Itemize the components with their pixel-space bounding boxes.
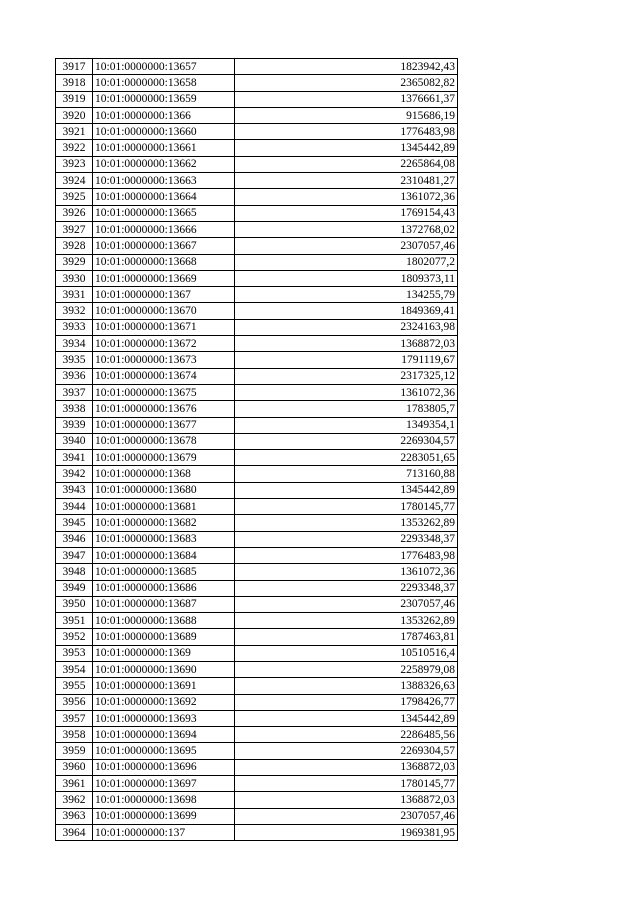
table-row	[56, 776, 458, 792]
cadastral-number-cell: 10:01:0000000:1369	[93, 645, 235, 661]
cadastral-number-cell: 10:01:0000000:13667	[93, 238, 235, 254]
table-row	[56, 75, 458, 91]
cadastral-number-cell: 10:01:0000000:13696	[93, 759, 235, 775]
cadastral-number-cell: 10:01:0000000:13686	[93, 580, 235, 596]
table-row	[56, 629, 458, 645]
row-value-cell: 1849369,41	[235, 303, 458, 319]
cadastral-number-cell: 10:01:0000000:137	[93, 824, 235, 840]
row-value-cell: 1802077,2	[235, 254, 458, 270]
cadastral-number-cell: 10:01:0000000:13657	[93, 59, 235, 75]
cadastral-number-cell: 10:01:0000000:13684	[93, 547, 235, 563]
cadastral-number-cell: 10:01:0000000:13674	[93, 368, 235, 384]
row-value-cell: 2258979,08	[235, 661, 458, 677]
table-body	[56, 59, 458, 841]
table-row	[56, 824, 458, 840]
table-row	[56, 352, 458, 368]
cadastral-number-cell: 10:01:0000000:13678	[93, 433, 235, 449]
table-row	[56, 107, 458, 123]
cadastral-number-cell: 10:01:0000000:13690	[93, 661, 235, 677]
row-number-cell: 3948	[56, 564, 93, 580]
row-value-cell: 1349354,1	[235, 417, 458, 433]
cadastral-number-cell: 10:01:0000000:13660	[93, 124, 235, 140]
row-number-cell: 3947	[56, 547, 93, 563]
cadastral-number-cell: 10:01:0000000:13697	[93, 776, 235, 792]
row-value-cell: 1368872,03	[235, 759, 458, 775]
row-value-cell: 2307057,46	[235, 596, 458, 612]
row-number-cell: 3929	[56, 254, 93, 270]
row-value-cell: 2365082,82	[235, 75, 458, 91]
row-number-cell: 3952	[56, 629, 93, 645]
row-number-cell: 3964	[56, 824, 93, 840]
cadastral-number-cell: 10:01:0000000:13664	[93, 189, 235, 205]
table-row	[56, 205, 458, 221]
row-value-cell: 1345442,89	[235, 140, 458, 156]
table-row	[56, 59, 458, 75]
table-row	[56, 531, 458, 547]
row-value-cell: 1780145,77	[235, 776, 458, 792]
table-row	[56, 173, 458, 189]
table-row	[56, 515, 458, 531]
row-number-cell: 3936	[56, 368, 93, 384]
table-row	[56, 613, 458, 629]
row-number-cell: 3953	[56, 645, 93, 661]
table-row	[56, 547, 458, 563]
row-value-cell: 2269304,57	[235, 433, 458, 449]
row-number-cell: 3922	[56, 140, 93, 156]
row-number-cell: 3963	[56, 808, 93, 824]
table-row	[56, 221, 458, 237]
table-row	[56, 759, 458, 775]
row-number-cell: 3945	[56, 515, 93, 531]
cadastral-number-cell: 10:01:0000000:13673	[93, 352, 235, 368]
cadastral-number-cell: 10:01:0000000:13687	[93, 596, 235, 612]
row-value-cell: 1798426,77	[235, 694, 458, 710]
row-number-cell: 3927	[56, 221, 93, 237]
row-number-cell: 3939	[56, 417, 93, 433]
cadastral-number-cell: 10:01:0000000:13688	[93, 613, 235, 629]
cadastral-number-cell: 10:01:0000000:13685	[93, 564, 235, 580]
cadastral-number-cell: 10:01:0000000:13694	[93, 727, 235, 743]
row-number-cell: 3960	[56, 759, 93, 775]
row-value-cell: 1388326,63	[235, 678, 458, 694]
table-row	[56, 564, 458, 580]
cadastral-number-cell: 10:01:0000000:13695	[93, 743, 235, 759]
row-value-cell: 1791119,67	[235, 352, 458, 368]
table-row	[56, 808, 458, 824]
cadastral-number-cell: 10:01:0000000:13661	[93, 140, 235, 156]
row-number-cell: 3951	[56, 613, 93, 629]
cadastral-number-cell: 10:01:0000000:13658	[93, 75, 235, 91]
cadastral-number-cell: 10:01:0000000:13698	[93, 792, 235, 808]
row-value-cell: 1376661,37	[235, 91, 458, 107]
row-value-cell: 1345442,89	[235, 482, 458, 498]
table-row	[56, 124, 458, 140]
cadastral-number-cell: 10:01:0000000:13683	[93, 531, 235, 547]
data-table	[55, 58, 458, 841]
table-row	[56, 727, 458, 743]
cadastral-number-cell: 10:01:0000000:1367	[93, 287, 235, 303]
table-row	[56, 450, 458, 466]
row-value-cell: 2307057,46	[235, 238, 458, 254]
row-value-cell: 713160,88	[235, 466, 458, 482]
cadastral-number-cell: 10:01:0000000:13676	[93, 401, 235, 417]
cadastral-number-cell: 10:01:0000000:13663	[93, 173, 235, 189]
cadastral-number-cell: 10:01:0000000:13699	[93, 808, 235, 824]
cadastral-number-cell: 10:01:0000000:13659	[93, 91, 235, 107]
row-number-cell: 3946	[56, 531, 93, 547]
row-number-cell: 3924	[56, 173, 93, 189]
row-value-cell: 1769154,43	[235, 205, 458, 221]
row-value-cell: 1361072,36	[235, 384, 458, 400]
table-row	[56, 466, 458, 482]
table-row	[56, 303, 458, 319]
row-value-cell: 1361072,36	[235, 189, 458, 205]
table-row	[56, 694, 458, 710]
row-number-cell: 3961	[56, 776, 93, 792]
row-value-cell: 1353262,89	[235, 613, 458, 629]
row-number-cell: 3958	[56, 727, 93, 743]
cadastral-number-cell: 10:01:0000000:13675	[93, 384, 235, 400]
cadastral-number-cell: 10:01:0000000:13681	[93, 499, 235, 515]
table-row	[56, 140, 458, 156]
row-value-cell: 2286485,56	[235, 727, 458, 743]
row-value-cell: 1780145,77	[235, 499, 458, 515]
row-number-cell: 3928	[56, 238, 93, 254]
cadastral-number-cell: 10:01:0000000:13691	[93, 678, 235, 694]
row-value-cell: 2293348,37	[235, 531, 458, 547]
row-value-cell: 1345442,89	[235, 710, 458, 726]
row-value-cell: 10510516,4	[235, 645, 458, 661]
row-value-cell: 2307057,46	[235, 808, 458, 824]
row-number-cell: 3938	[56, 401, 93, 417]
row-number-cell: 3923	[56, 156, 93, 172]
row-number-cell: 3930	[56, 270, 93, 286]
table-row	[56, 401, 458, 417]
table-row	[56, 417, 458, 433]
table-row	[56, 645, 458, 661]
cadastral-number-cell: 10:01:0000000:13665	[93, 205, 235, 221]
row-number-cell: 3943	[56, 482, 93, 498]
row-number-cell: 3935	[56, 352, 93, 368]
row-number-cell: 3957	[56, 710, 93, 726]
table-row	[56, 254, 458, 270]
cadastral-number-cell: 10:01:0000000:13692	[93, 694, 235, 710]
row-number-cell: 3941	[56, 450, 93, 466]
table-row	[56, 270, 458, 286]
table-row	[56, 743, 458, 759]
cadastral-number-cell: 10:01:0000000:13679	[93, 450, 235, 466]
row-number-cell: 3917	[56, 59, 93, 75]
row-number-cell: 3955	[56, 678, 93, 694]
cadastral-number-cell: 10:01:0000000:13672	[93, 336, 235, 352]
cadastral-number-cell: 10:01:0000000:13662	[93, 156, 235, 172]
cadastral-number-cell: 10:01:0000000:13693	[93, 710, 235, 726]
row-number-cell: 3926	[56, 205, 93, 221]
cadastral-number-cell: 10:01:0000000:13666	[93, 221, 235, 237]
row-value-cell: 1368872,03	[235, 792, 458, 808]
cadastral-number-cell: 10:01:0000000:13670	[93, 303, 235, 319]
row-number-cell: 3954	[56, 661, 93, 677]
table-row	[56, 384, 458, 400]
row-number-cell: 3933	[56, 319, 93, 335]
row-value-cell: 2293348,37	[235, 580, 458, 596]
row-number-cell: 3944	[56, 499, 93, 515]
row-number-cell: 3942	[56, 466, 93, 482]
row-number-cell: 3956	[56, 694, 93, 710]
row-value-cell: 1776483,98	[235, 124, 458, 140]
cadastral-number-cell: 10:01:0000000:13680	[93, 482, 235, 498]
table-row	[56, 661, 458, 677]
row-number-cell: 3932	[56, 303, 93, 319]
cadastral-number-cell: 10:01:0000000:13677	[93, 417, 235, 433]
row-number-cell: 3918	[56, 75, 93, 91]
row-number-cell: 3919	[56, 91, 93, 107]
row-value-cell: 2265864,08	[235, 156, 458, 172]
table-row	[56, 189, 458, 205]
row-value-cell: 2269304,57	[235, 743, 458, 759]
table-row	[56, 156, 458, 172]
row-value-cell: 1823942,43	[235, 59, 458, 75]
row-value-cell: 915686,19	[235, 107, 458, 123]
table-row	[56, 710, 458, 726]
cadastral-number-cell: 10:01:0000000:13669	[93, 270, 235, 286]
row-value-cell: 1361072,36	[235, 564, 458, 580]
cadastral-number-cell: 10:01:0000000:13671	[93, 319, 235, 335]
table-row	[56, 596, 458, 612]
row-number-cell: 3937	[56, 384, 93, 400]
row-number-cell: 3949	[56, 580, 93, 596]
cadastral-number-cell: 10:01:0000000:1366	[93, 107, 235, 123]
table-row	[56, 580, 458, 596]
table-row	[56, 792, 458, 808]
table-row	[56, 678, 458, 694]
table-row	[56, 433, 458, 449]
table-row	[56, 499, 458, 515]
row-value-cell: 2310481,27	[235, 173, 458, 189]
row-value-cell: 1809373,11	[235, 270, 458, 286]
row-number-cell: 3931	[56, 287, 93, 303]
row-value-cell: 2324163,98	[235, 319, 458, 335]
row-value-cell: 1776483,98	[235, 547, 458, 563]
row-value-cell: 1787463,81	[235, 629, 458, 645]
table-row	[56, 91, 458, 107]
row-value-cell: 2317325,12	[235, 368, 458, 384]
row-number-cell: 3925	[56, 189, 93, 205]
row-value-cell: 1353262,89	[235, 515, 458, 531]
cadastral-number-cell: 10:01:0000000:13668	[93, 254, 235, 270]
row-value-cell: 1783805,7	[235, 401, 458, 417]
row-value-cell: 1969381,95	[235, 824, 458, 840]
row-value-cell: 1372768,02	[235, 221, 458, 237]
table-row	[56, 368, 458, 384]
row-number-cell: 3959	[56, 743, 93, 759]
row-value-cell: 134255,79	[235, 287, 458, 303]
row-number-cell: 3934	[56, 336, 93, 352]
row-value-cell: 1368872,03	[235, 336, 458, 352]
row-number-cell: 3962	[56, 792, 93, 808]
table-row	[56, 336, 458, 352]
row-number-cell: 3950	[56, 596, 93, 612]
row-number-cell: 3940	[56, 433, 93, 449]
row-value-cell: 2283051,65	[235, 450, 458, 466]
table-row	[56, 482, 458, 498]
row-number-cell: 3921	[56, 124, 93, 140]
table-row	[56, 238, 458, 254]
cadastral-number-cell: 10:01:0000000:13689	[93, 629, 235, 645]
cadastral-number-cell: 10:01:0000000:1368	[93, 466, 235, 482]
table-row	[56, 319, 458, 335]
row-number-cell: 3920	[56, 107, 93, 123]
table-row	[56, 287, 458, 303]
cadastral-number-cell: 10:01:0000000:13682	[93, 515, 235, 531]
